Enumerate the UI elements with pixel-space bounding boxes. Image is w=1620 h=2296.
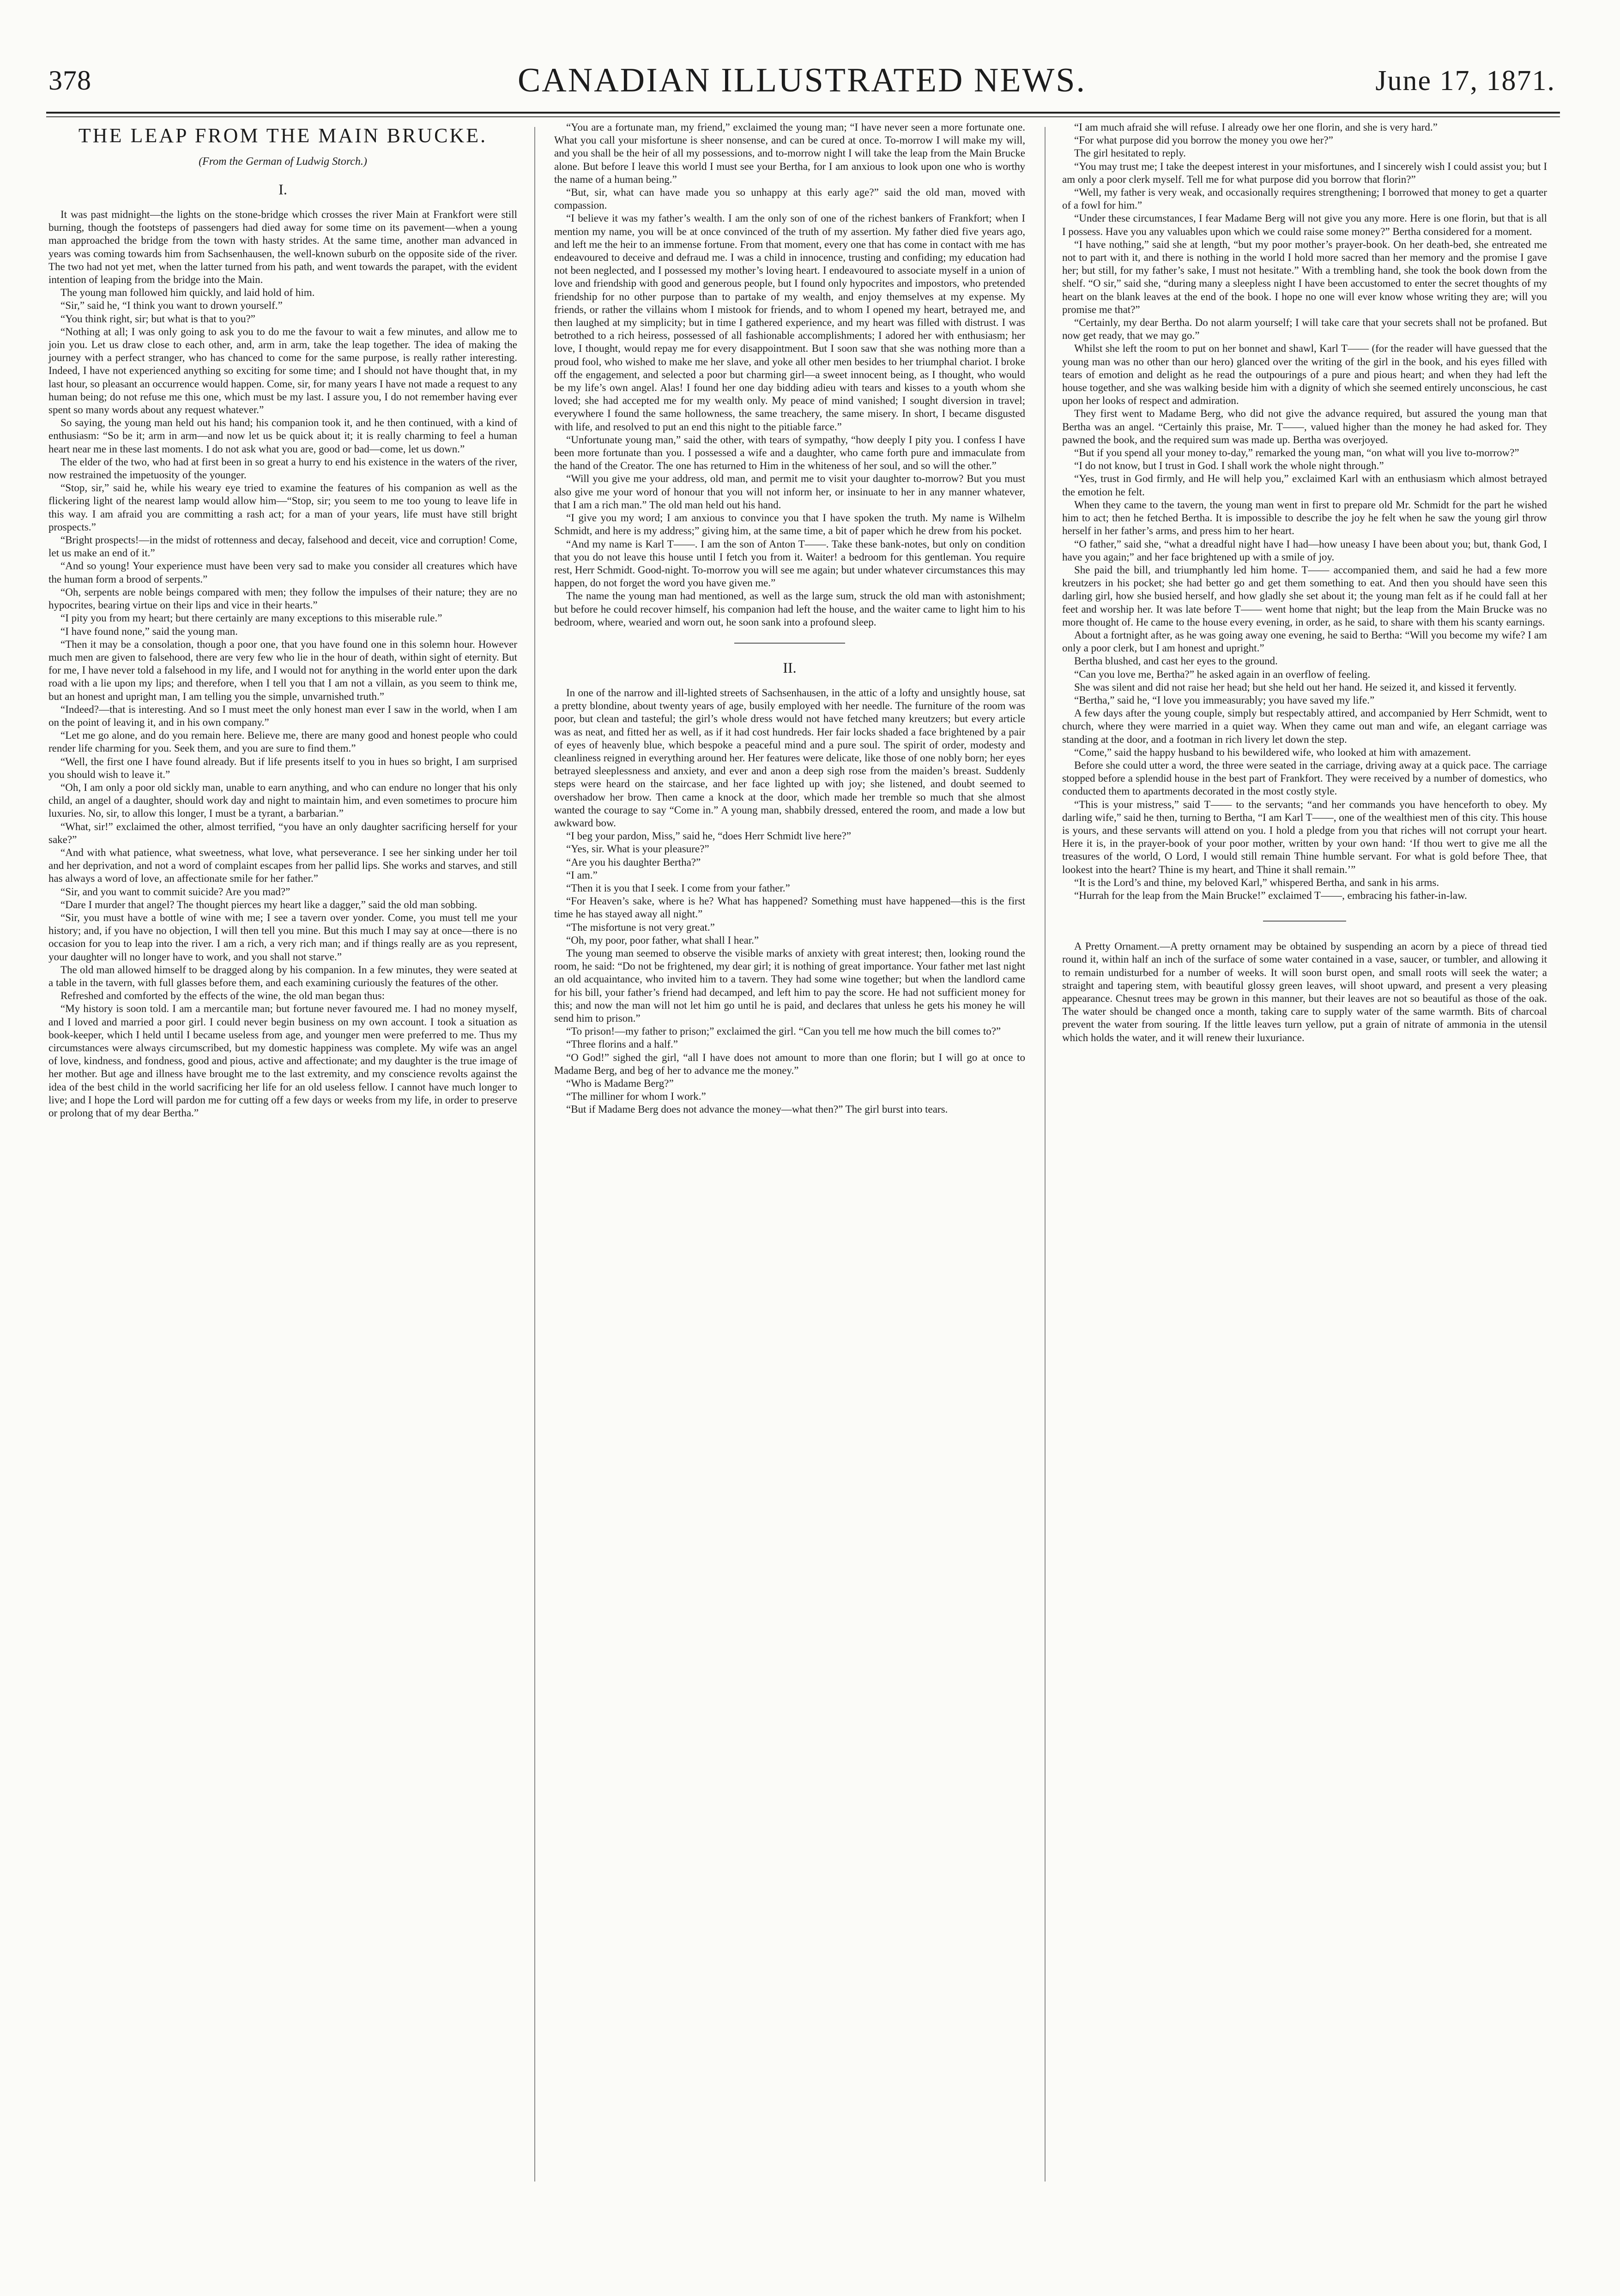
column-3 <box>1062 121 1547 1044</box>
paragraph: “And with what patience, what sweetness, what love, what perseverance. I see her sinking under her toil and her deprivation, and not a word of complaint escapes from her pallid lips. She works and starves, and still has always a word of love, an affectionate smile for her father.” <box>48 846 517 885</box>
paragraph: “Then it may be a consolation, though a poor one, that you have found one in this solemn hour. However much men are given to falsehood, there are very few who lie in the hour of death, within sight of eternity. But for me, I have never told a falsehood in my life, and I would not for anything in the world enter upon the dark road with a lie upon my lips; and therefore, when I tell you that I am not a villain, as you seem to think me, but an honest and upright man, I am telling you the simple, unvarnished truth.” <box>48 638 517 702</box>
paragraph: The name the young man had mentioned, as well as the large sum, struck the old man with astonishment; but before he could recover himself, his companion had left the house, and the waiter came to light him to his bedroom, where, wearied and worn out, he soon sank into a profound sleep. <box>554 590 1025 628</box>
column-3-text <box>1062 121 1547 902</box>
ornament-article <box>1062 940 1547 1044</box>
paragraph: Before she could utter a word, the three were seated in the carriage, driving away at a quick pace. The carriage stopped before a splendid house in the best part of Frankfort. They were received by a number of domestics, who conducted them to apartments decorated in the most costly style. <box>1062 759 1547 797</box>
paragraph: “I beg your pardon, Miss,” said he, “does Herr Schmidt live here?” <box>566 830 851 842</box>
paragraph: “Oh, serpents are noble beings compared with men; they follow the impulses of their nature; they are no hypocrites, bearing virtue on their lips and vice in their hearts.” <box>48 586 517 611</box>
paragraph: “Certainly, my dear Bertha. Do not alarm yourself; I will take care that your secrets shall not be profaned. But now get ready, that we may go.” <box>1062 317 1547 342</box>
paragraph: “I have found none,” said the young man. <box>60 625 238 637</box>
paragraph: “You may trust me; I take the deepest interest in your misfortunes, and I sincerely wish I could assist you; but I am only a poor clerk myself. Tell me for what purpose did you borrow that florin?” <box>1062 160 1547 185</box>
article-byline: (From the German of Ludwig Storch.) <box>199 156 367 168</box>
paragraph: “Who is Madame Berg?” <box>566 1078 674 1090</box>
paragraph: “And so young! Your experience must have been very sad to make you consider all creatures which have the human form a brood of serpents.” <box>48 560 517 585</box>
issue-date: June 17, 1871. <box>1375 65 1555 96</box>
article-end-rule <box>1263 921 1346 922</box>
column-divider <box>534 127 535 2182</box>
paragraph: “But if Madame Berg does not advance the money—what then?” The girl burst into tears. <box>566 1103 948 1115</box>
paragraph: “Oh, I am only a poor old sickly man, unable to earn anything, and who can endure no longer that his only child, an angel of a daughter, should work day and night to maintain him, and even sometimes to procure him luxuries. No, sir, to allow this longer, I must be a tyrant, a barbarian.” <box>48 781 517 820</box>
paragraph: “Then it is you that I seek. I come from your father.” <box>566 882 790 894</box>
paragraph: “O father,” said she, “what a dreadful night have I had—how uneasy I have been about you; but, thank God, I have you again;” and her face brightened up with a smile of joy. <box>1062 538 1547 563</box>
publication-title: CANADIAN ILLUSTRATED NEWS. <box>517 61 1087 99</box>
paragraph: The young man followed him quickly, and laid hold of him. <box>60 287 315 299</box>
paragraph: She was silent and did not raise her head; but she held out her hand. He seized it, and kissed it fervently. <box>1074 681 1517 693</box>
paragraph: “And my name is Karl T——. I am the son of Anton T——. Take these bank-notes, but only on condition that you do not leave this house until I fetch you from it. Waiter! a bedroom for this gentleman. You require rest, Herr Schmidt. Good-night. To-morrow you will see me again; but under whatever circumstances this may happen, do not forget the word you have given me.” <box>554 538 1025 589</box>
paragraph: “Three florins and a half.” <box>566 1038 678 1050</box>
paragraph: “I am.” <box>566 869 598 881</box>
section-heading: I. <box>278 181 287 198</box>
page-number: 378 <box>48 65 91 96</box>
column-1-text <box>48 208 517 1120</box>
paragraph: “But, sir, what can have made you so unhappy at this early age?” said the old man, moved with compassion. <box>554 187 1025 211</box>
paragraph: “O God!” sighed the girl, “all I have does not amount to more than one florin; but I will go at once to Madame Berg, and beg of her to advance me the money.” <box>554 1051 1025 1076</box>
paragraph: “Will you give me your address, old man, and permit me to visit your daughter to-morrow? But you must also give me your word of honour that you will not inform her, or insinuate to her in any manner whatever, that I am a rich man.” The old man held out his hand. <box>554 473 1025 511</box>
paragraph: Refreshed and comforted by the effects of the wine, the old man began thus: <box>60 990 385 1002</box>
paragraph: The girl hesitated to reply. <box>1074 147 1186 159</box>
paragraph: “Indeed?—that is interesting. And so I must meet the only honest man ever I saw in the world, when I am on the point of leaving it, and in his own company.” <box>48 703 517 728</box>
paragraph: “I do not know, but I trust in God. I shall work the whole night through.” <box>1074 460 1384 472</box>
paragraph: “Hurrah for the leap from the Main Brucke!” exclaimed T——, embracing his father-in-law. <box>1074 889 1467 901</box>
header-rule-thin <box>46 116 1560 117</box>
section-heading: II. <box>783 659 797 676</box>
paragraph: “The misfortune is not very great.” <box>566 921 715 933</box>
paragraph: “Well, the first one I have found already. But if life presents itself to you in hues so bright, I am surprised you should wish to leave it.” <box>48 755 517 780</box>
column-2-text-part-2 <box>554 687 1025 1116</box>
paragraph: So saying, the young man held out his hand; his companion took it, and he then continued, with a kind of enthusiasm: “So be it; arm in arm—and now let us be quick about it; it is really charming to feel a human heart near me in these last moments. I do not ask what you are, good or bad—come, let us down.” <box>48 417 517 455</box>
paragraph: The old man allowed himself to be dragged along by his companion. In a few minutes, they were seated at a table in the tavern, with full glasses before them, and each examining curiously the features of the other. <box>48 964 517 988</box>
paragraph: The elder of the two, who had at first been in so great a hurry to end his existence in the waters of the river, now restrained the impetuosity of the younger. <box>48 456 517 481</box>
paragraph: “Yes, sir. What is your pleasure?” <box>566 843 709 855</box>
paragraph: “For what purpose did you borrow the money you owe her?” <box>1074 134 1333 146</box>
paragraph: “Let me go alone, and do you remain here. Believe me, there are many good and honest people who could render life charming for you. Seek them, and you are sure to find them.” <box>48 729 517 754</box>
paragraph: “Well, my father is very weak, and occasionally requires strengthening; I borrowed that money to get a quarter of a fowl for him.” <box>1062 187 1547 211</box>
column-2 <box>554 121 1025 1116</box>
paragraph: “Stop, sir,” said he, while his weary eye tried to examine the features of his companion as well as the flickering light of the nearest lamp would allow him—“Stop, sir; you seem to me too young to leave life in this way. I am afraid you are committing a rash act; for a man of your years, life must have still bright prospects.” <box>48 482 517 533</box>
paragraph: It was past midnight—the lights on the stone-bridge which crosses the river Main at Frankfort were still burning, though the footsteps of passengers had died away for some time on its pavement—when a young man approached the bridge from the town with hasty strides. At the same time, another man advanced in years was coming towards him from Sachsenhausen, the well-known suburb on the opposite side of the river. The two had not yet met, when the latter turned from his path, and went towards the parapet, with the evident intention of leaping from the bridge into the Main. <box>48 209 517 286</box>
paragraph: “The milliner for whom I work.” <box>566 1091 706 1103</box>
paragraph: “I pity you from my heart; but there certainly are many exceptions to this miserable rule.” <box>60 612 442 624</box>
paragraph: “Unfortunate young man,” said the other, with tears of sympathy, “how deeply I pity you. I confess I have been more fortunate than you. I possessed a wife and a daughter, who came forth pure and immaculate from the hand of the Creator. The one has returned to Him in the whiteness of her soul, and so will the other.” <box>554 434 1025 472</box>
header-rule <box>46 112 1560 114</box>
column-1 <box>48 121 517 1120</box>
paragraph: “Bertha,” said he, “I love you immeasurably; you have saved my life.” <box>1074 694 1375 706</box>
paragraph: “It is the Lord’s and thine, my beloved Karl,” whispered Bertha, and sank in his arms. <box>1074 876 1439 888</box>
paragraph: “Oh, my poor, poor father, what shall I hear.” <box>566 934 759 946</box>
paragraph: Bertha blushed, and cast her eyes to the ground. <box>1074 655 1278 667</box>
paragraph: When they came to the tavern, the young man went in first to prepare old Mr. Schmidt for the part he wished him to act; then he fetched Bertha. It is impossible to describe the joy he felt when he saw the young girl throw herself in her father’s arms, and press him to her heart. <box>1062 499 1547 537</box>
paragraph: “I have nothing,” said she at length, “but my poor mother’s prayer-book. On her death-bed, she entreated me not to part with it, and there is nothing in the world I hold more sacred than her memory and the promise I gave her; but still, for my father’s sake, I must not hesitate.” With a trembling hand, she took the book down from the shelf. “O sir,” said she, “during many a sleepless night I have been accustomed to enter the secret thoughts of my heart on the blank leaves at the end of the book. I hope no one will ever know whose writing they are; will you promise me that?” <box>1062 238 1547 315</box>
paragraph: In one of the narrow and ill-lighted streets of Sachsenhausen, in the attic of a lofty and unsightly house, sat a pretty blondine, about twenty years of age, busily employed with her needle. The furniture of the room was poor, but clean and tasteful; the girl’s whole dress would not have fetched many kreutzers; but every article was as neat, and fitted her as well, as if it had cost hundreds. Her fair locks shaded a face brightened by a pair of eyes of heavenly blue, which bespoke a peaceful mind and a pure soul. The spirit of order, modesty and cleanliness reigned in everything around her. Her features were delicate, like those of one nobly born; her eyes betrayed sleeplessness and anxiety, and ever and anon a deep sigh rose from the maiden’s breast. Suddenly steps were heard on the staircase, and her face lighted up with joy; she listened, and doubt seemed to overshadow her brow. Then came a knock at the door, which made her tremble so much that she almost wanted the courage to say “Come in.” A young man, shabbily dressed, entered the room, and made a low but awkward bow. <box>554 687 1025 829</box>
column-divider <box>1045 127 1046 2182</box>
paragraph: “For Heaven’s sake, where is he? What has happened? Something must have happened—this is the first time he has stayed away all night.” <box>554 895 1025 920</box>
paragraph: A few days after the young couple, simply but respectably attired, and accompanied by Herr Schmidt, went to church, where they were married in a quiet way. When they came out man and wife, an elegant carriage was standing at the door, and a footman in rich livery let down the step. <box>1062 707 1547 745</box>
paragraph: “I am much afraid she will refuse. I already owe her one florin, and she is very hard.” <box>1074 121 1438 133</box>
paragraph: About a fortnight after, as he was going away one evening, he said to Bertha: “Will you become my wife? I am only a poor clerk, but I am honest and upright.” <box>1062 629 1547 654</box>
paragraph: Whilst she left the room to put on her bonnet and shawl, Karl T—— (for the reader will have guessed that the young man was no other than our hero) glanced over the writing of the girl in the book, and his eyes filled with tears of emotion and delight as he read the outpourings of a pure and pious heart; and when they had left the house together, and she was walking beside him with a dignity of which she seemed entirely unconscious, he cast upon her looks of respect and admiration. <box>1062 343 1547 407</box>
paragraph: “I believe it was my father’s wealth. I am the only son of one of the richest bankers of Frankfort; when I mention my name, you will be at once convinced of the truth of my assertion. My father died five years ago, and left me the heir to an immense fortune. From that moment, every one that has come in contact with me has endeavoured to deceive and defraud me. I was a child in innocence, trusting and confiding; my education had not been neglected, and I possessed my mother’s loving heart. I endeavoured to associate myself in a union of love and friendship with good and generous people, but I found only hypocrites and impostors, who pretended friendship for no other purpose than to partake of my wealth, and enjoy themselves at my expense. My friends, or rather the villains whom I mistook for friends, and to whom I opened my heart, betrayed me, and then laughed at my simplicity; but in time I gathered experience, and my heart was filled with distrust. I was betrothed to a rich heiress, possessed of all fashionable accomplishments; I adored her with enthusiasm; her love, I thought, would repay me for every disappointment. But I soon saw that she was nothing more than a proud fool, who wished to make me her slave, and yoke all other men besides to her triumphal chariot. I broke off the engagement, and selected a poor but charming girl—a sweet innocent being, as I thought, who would be my life’s own angel. Alas! I found her one day bidding adieu with tears and kisses to a youth whom she loved; she had accepted me for my wealth only. My peace of mind vanished; I sought diversion in travel; everywhere I found the same hollowness, the same treachery, the same misery. In short, I became disgusted with life, and resolved to put an end this night to the pitiable farce.” <box>554 212 1026 433</box>
paragraph: “You are a fortunate man, my friend,” exclaimed the young man; “I have never seen a more fortunate one. What you call your misfortune is sheer nonsense, and can be cured at once. To-morrow I will make my will, and you shall be the heir of all my possessions, and to-morrow night I will take the leap from the Main Brucke alone. But before I leave this world I must see your Bertha, for I am anxious to look upon one who is worthy the name of a human being.” <box>554 121 1025 185</box>
paragraph: They first went to Madame Berg, who did not give the advance required, but assured the young man that Bertha was an angel. “Certainly this praise, Mr. T——, valued higher than the money he had asked for. They pawned the book, and the required sum was made up. Bertha was overjoyed. <box>1062 408 1547 446</box>
paragraph: The young man seemed to observe the visible marks of anxiety with great interest; then, looking round the room, he said: “Do not be frightened, my dear girl; it is nothing of great importance. Your father met last night an old acquaintance, who invited him to a tavern. They had some wine together; but when the landlord came for his bill, your father’s friend had decamped, and left him to pay the score. He had not sufficient money for this; and now the man will not let him go until he is paid, and declares that unless he gets his money he will send him to prison.” <box>554 947 1025 1024</box>
paragraph: “This is your mistress,” said T—— to the servants; “and her commands you have henceforth to obey. My darling wife,” said he then, turning to Bertha, “I am Karl T——, one of the wealthiest men of this city. This house is yours, and these servants will attend on you. I hold a pledge from you that riches will not corrupt your heart. Here it is, in the prayer-book of your poor mother, written by your own hand: ‘If thou wert to give me all the treasures of the world, O Lord, I would still remain Thine humble servant. For what is gold before Thee, that lookest into the heart? Thine is my heart, and Thine it shall remain.’” <box>1062 798 1547 875</box>
paragraph: “But if you spend all your money to-day,” remarked the young man, “on what will you live to-morrow?” <box>1074 447 1519 459</box>
paragraph: “My history is soon told. I am a mercantile man; but fortune never favoured me. I had no money myself, and I loved and married a poor girl. I could never begin business on my own account. I took a situation as book-keeper, which I held until I became useless from age, and younger men were preferred to me. Thus my circumstances were always circumscribed, but my domestic happiness was complete. My wife was an angel of love, kindness, and fondness, good and pious, active and affectionate; and my daughter is the true image of her mother. But age and illness have brought me to the last extremity, and my conscience revolts against the idea of the best child in the world sacrificing her life for an old useless fellow. I cannot have much longer to live; and I hope the Lord will pardon me for cutting off a few days or weeks from my life, in order to preserve or prolong that of my dear Bertha.” <box>48 1003 517 1119</box>
paragraph: “Yes, trust in God firmly, and He will help you,” exclaimed Karl with an enthusiasm which almost betrayed the emotion he felt. <box>1062 473 1547 498</box>
paragraph: “Bright prospects!—in the midst of rottenness and decay, falsehood and deceit, vice and corruption! Come, let us make an end of it.” <box>48 534 517 559</box>
column-2-text-part-1 <box>554 121 1025 629</box>
paragraph: “What, sir!” exclaimed the other, almost terrified, “you have an only daughter sacrificing herself for your sake?” <box>48 820 517 845</box>
paragraph: “To prison!—my father to prison;” exclaimed the girl. “Can you tell me how much the bill comes to?” <box>566 1025 1001 1037</box>
paragraph: “Are you his daughter Bertha?” <box>566 856 701 868</box>
article-title: THE LEAP FROM THE MAIN BRUCKE. <box>78 124 488 147</box>
paragraph: “Come,” said the happy husband to his bewildered wife, who looked at him with amazement. <box>1074 746 1471 758</box>
paragraph: “Sir, and you want to commit suicide? Are you mad?” <box>60 886 290 898</box>
running-header <box>48 55 1555 111</box>
paragraph: “I give you my word; I am anxious to convince you that I have spoken the truth. My name is Wilhelm Schmidt, and here is my address;” giving him, at the same time, a bit of paper which he drew from his pocket. <box>554 512 1025 537</box>
paragraph: “Dare I murder that angel? The thought pierces my heart like a dagger,” said the old man sobbing. <box>60 898 478 910</box>
paragraph: “Under these circumstances, I fear Madame Berg will not give you any more. Here is one florin, but that is all I possess. Have you any valuables upon which we could raise some money?” Bertha considered for a moment. <box>1062 212 1547 237</box>
paragraph: A Pretty Ornament.—A pretty ornament may be obtained by suspending an acorn by a piece of thread tied round it, within half an inch of the surface of some water contained in a vase, saucer, or tumbler, and allowing it to remain undisturbed for a number of weeks. It will soon burst open, and small roots will seek the water; a straight and tapering stem, with beautiful glossy green leaves, will shoot upward, and present a very pleasing appearance. Chesnut trees may be grown in this manner, but their leaves are not so beautiful as those of the oak. The water should be changed once a month, taking care to supply water of the same warmth. Bits of charcoal prevent the water from souring. If the little leaves turn yellow, put a grain of nitrate of ammonia in the utensil which holds the water, and it will renew their luxuriance. <box>1062 940 1547 1043</box>
paragraph: “Can you love me, Bertha?” he asked again in an overflow of feeling. <box>1074 668 1371 680</box>
section-rule <box>734 643 845 644</box>
paragraph: “You think right, sir; but what is that to you?” <box>60 313 255 325</box>
paragraph: She paid the bill, and triumphantly led him home. T—— accompanied them, and said he had a few more kreutzers in his pocket; she had better go and get them something to eat. And then you should have seen this darling girl, how she busied herself, and how gladly she set about it; the young man felt as if he could fall at her feet and worship her. It was late before T—— went home that night; but the leap from the Main Brucke was no more thought of. He came to the house every evening, in order, as he said, to share with them his scanty earnings. <box>1062 564 1547 628</box>
paragraph: “Sir,” said he, “I think you want to drown yourself.” <box>60 300 283 312</box>
paragraph: “Nothing at all; I was only going to ask you to do me the favour to wait a few minutes, and allow me to join you. Let us draw close to each other, and, arm in arm, take the leap together. The idea of making the journey with a perfect stranger, who has chanced to come for the same purpose, is really rather interesting. Indeed, I have not experienced anything so exciting for some time; and I should not have thought that, in my last hour, so pleasant an occurrence would happen. Come, sir, for many years I have not made a request to any human being; do not refuse me this one, which must be my last. I assure you, I do not remember having ever spent so many words about any request whatever.” <box>48 325 517 416</box>
paragraph: “Sir, you must have a bottle of wine with me; I see a tavern over yonder. Come, you must tell me your history; and, if you have no objection, I will then tell you mine. But this much I may say at once—there is no occasion for you to leap into the river. I am a rich, a very rich man; and if things really are as you represent, your daughter will no longer have to work, and you shall not starve.” <box>48 911 517 963</box>
